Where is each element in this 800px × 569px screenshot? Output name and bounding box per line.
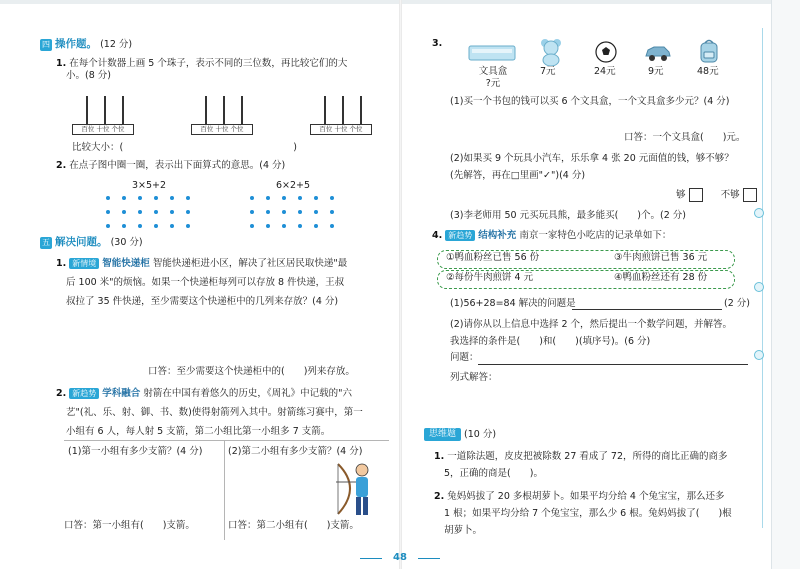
grid-dot (122, 224, 126, 228)
soccer-ball-icon (594, 40, 618, 64)
r-q4-solve: 列式解答： (450, 372, 498, 383)
s5-q2-badge: 新趋势 (69, 388, 99, 399)
grid-dot (330, 196, 334, 200)
section4-title: 操作题。 (55, 38, 98, 50)
r-q3-sub2-line1: (2)如果买 9 个玩具小汽车，乐乐拿 4 张 20 元面值的钱，够不够？ (450, 153, 734, 164)
archer-body (356, 477, 368, 497)
record-cell: ②每份牛肉煎饼 4 元 (446, 272, 534, 283)
abacus-rod (86, 96, 88, 124)
s4-q1-text1: 在每个计数器上画 5 个珠子，表示不同的三位数，再比较它们的大 (69, 58, 348, 69)
grid-dot (154, 224, 158, 228)
enough-choice (676, 188, 757, 202)
r-q4-sub2 (450, 316, 732, 350)
section5-header (40, 236, 143, 249)
page-number: 48 (393, 552, 407, 563)
r-q3-num: 3. (432, 38, 443, 49)
s5-q1-line3: 叔拉了 35 件快递，至少需要这个快递柜中的几列来存放？(4 分) (66, 296, 339, 307)
item-pencil-case (478, 66, 508, 90)
grid-dot (106, 224, 110, 228)
s4-q2-number: 2. (56, 160, 67, 171)
s5-q1-tag: 智能快递柜 (102, 258, 150, 269)
r-q4-sub1-score: (2 分) (724, 298, 750, 309)
grid-dot (250, 196, 254, 200)
s5-q1-line1: 智能快递柜进小区，解决了社区居民取快递"最 (152, 258, 348, 269)
r-q4-question: 问题： (450, 352, 479, 363)
s5-q2-tag: 学科融合 (102, 388, 141, 399)
item-price-ball: 24元 (594, 66, 616, 77)
right-page-edge (771, 0, 800, 569)
grid-dot (250, 210, 254, 214)
grid-dot (138, 196, 142, 200)
not-enough-label: 不够 (720, 189, 740, 201)
answer-line[interactable] (572, 309, 722, 310)
section4-header (40, 38, 132, 51)
thinking-q2-number: 2. (434, 491, 445, 502)
expr-2: 6×2+5 (276, 180, 311, 191)
item-price-bag: 48元 (697, 66, 719, 77)
s5-q2-line3: 小组有 6 人，每人射 5 支箭，第二小组比第一小组多 7 支箭。 (66, 426, 331, 437)
grid-dot (282, 210, 286, 214)
teddy-bear-icon (538, 38, 564, 66)
section5-icon: 五 (42, 237, 50, 247)
thinking-q2-line3: 胡萝卜。 (444, 525, 483, 536)
grid-dot (138, 224, 142, 228)
grid-dot (138, 210, 142, 214)
r-q3-sub2-line2: (先解答，再在□里画"✓")(4 分) (450, 170, 586, 181)
page-fold (399, 0, 402, 569)
compare-label: 比较大小：( (72, 142, 124, 153)
grid-dot (266, 196, 270, 200)
thinking-q1-line2: 5，正确的商是( )。 (444, 468, 543, 479)
grid-dot (314, 196, 318, 200)
record-cell: ①鸭血粉丝已售 56 份 (446, 252, 540, 263)
abacus-rod (205, 96, 207, 124)
toy-car-icon (644, 44, 672, 62)
grid-dot (314, 210, 318, 214)
s5-q1 (56, 254, 391, 311)
grid-dot (170, 196, 174, 200)
abacus-base-3: 百位 十位 个位 (310, 124, 372, 135)
grid-dot (154, 196, 158, 200)
backpack-icon (698, 38, 720, 64)
s4-q1 (56, 58, 386, 82)
abacus-rod (360, 96, 362, 124)
r-q4 (432, 230, 671, 242)
grid-dot (298, 196, 302, 200)
item-price-bear: 7元 (540, 66, 556, 77)
grid-dot (106, 210, 110, 214)
abacus-rod (324, 96, 326, 124)
r-q4-sub2-line1: (2)请你从以上信息中选择 2 个，然后提出一个数学问题，并解答。 (450, 319, 733, 330)
page-number-rule (360, 558, 382, 559)
thinking-header (424, 428, 496, 441)
s5-q1-line2: 后 100 米"的烦恼。如果一个快递柜每列可以存放 8 件快递，王叔 (66, 277, 345, 288)
r-q4-sub1: (1)56+28=84 解决的问题是 (450, 298, 576, 309)
side-marker (754, 282, 764, 292)
archer-leg (363, 497, 368, 515)
grid-dot (266, 210, 270, 214)
s5-q2-line2: 艺"(礼、乐、射、御、书、数)使得射箭列入其中。射箭练习赛中，第一 (66, 407, 363, 418)
r-q3-sub3: (3)李老师用 50 元买玩具熊，最多能买( )个。(2 分) (450, 210, 686, 221)
side-marker (754, 208, 764, 218)
grid-dot (186, 196, 190, 200)
s4-q2 (56, 160, 285, 172)
s5-q2-sub2: (2)第二小组有多少支箭？(4 分) (228, 446, 363, 457)
item-price-car: 9元 (648, 66, 664, 77)
thinking-q2-line1: 兔妈妈拔了 20 多根胡萝卜。如果平均分给 4 个兔宝宝，那么还多 (447, 491, 725, 502)
s4-q1-number: 1. (56, 58, 67, 69)
question-line[interactable] (478, 364, 748, 365)
abacus-rod (122, 96, 124, 124)
page-number-rule (418, 558, 440, 559)
record-cell: ④鸭血粉丝还有 28 份 (614, 272, 708, 283)
item-price: ?元 (485, 78, 501, 89)
grid-dot (266, 224, 270, 228)
s4-q2-text: 在点子图中圈一圈，表示出下面算式的意思。(4 分) (69, 160, 286, 171)
grid-dot (282, 224, 286, 228)
compare-end: ) (293, 142, 297, 153)
record-cell: ③牛肉煎饼已售 36 元 (614, 252, 708, 263)
s4-q1-compare (72, 142, 297, 154)
s5-q2 (56, 384, 391, 441)
section5-title: 解决问题。 (55, 236, 108, 248)
not-enough-checkbox[interactable] (743, 188, 757, 202)
s5-q2-ans2: 口答：第二小组有( )支箭。 (228, 520, 359, 531)
archer-illustration (332, 460, 376, 520)
r-q4-badge: 新趋势 (445, 230, 475, 241)
s5-q2-sub1: (1)第一小组有多少支箭？(4 分) (68, 446, 203, 457)
r-q4-number: 4. (432, 230, 443, 241)
abacus-rod (223, 96, 225, 124)
grid-dot (170, 210, 174, 214)
section4-score: (12 分) (100, 39, 133, 50)
grid-dot (314, 224, 318, 228)
abacus-base-1: 百位 十位 个位 (72, 124, 134, 135)
r-q3-ans1: 口答：一个文具盒( )元。 (624, 132, 746, 143)
enough-checkbox[interactable] (689, 188, 703, 202)
r-q3-sub1: (1)买一个书包的钱可以买 6 个文具盒，一个文具盒多少元？(4 分) (450, 96, 730, 107)
divider (64, 440, 389, 441)
archer-head (356, 464, 368, 476)
s5-q1-number: 1. (56, 258, 67, 269)
abacus-rod (342, 96, 344, 124)
r-q4-text: 南京一家特色小吃店的记录单如下： (519, 230, 672, 241)
expr-1: 3×5+2 (132, 180, 167, 191)
grid-dot (298, 224, 302, 228)
s5-q1-answer: 口答：至少需要这个快递柜中的( )列来存放。 (148, 366, 355, 377)
archer-leg (356, 497, 361, 515)
thinking-badge: 思维题 (424, 428, 461, 441)
s5-q2-line1: 射箭在中国有着悠久的历史，《周礼》中记载的"六 (143, 388, 352, 399)
thinking-q1-line1: 一道除法题，皮皮把被除数 27 看成了 72，所得的商比正确的商多 (447, 451, 728, 462)
grid-dot (122, 196, 126, 200)
thinking-q2 (434, 488, 764, 539)
grid-dot (154, 210, 158, 214)
item-name: 文具盒 (478, 66, 508, 77)
grid-dot (122, 210, 126, 214)
s5-q1-badge: 新情境 (69, 258, 99, 269)
section5-score: (30 分) (110, 237, 143, 248)
grid-dot (250, 224, 254, 228)
grid-dot (330, 210, 334, 214)
abacus-rod (241, 96, 243, 124)
r-q4-sub2-line2: 我选择的条件是( )和( )(填序号)。(6 分) (450, 336, 651, 347)
abacus-rod (104, 96, 106, 124)
grid-dot (282, 196, 286, 200)
abacus-base-2: 百位 十位 个位 (191, 124, 253, 135)
thinking-q1 (434, 448, 764, 482)
r-q3-number (432, 38, 442, 50)
grid-dot (106, 196, 110, 200)
s5-q2-number: 2. (56, 388, 67, 399)
side-marker (754, 350, 764, 360)
thinking-q1-number: 1. (434, 451, 445, 462)
r-q3-sub2 (450, 150, 734, 184)
section4-icon: 四 (42, 39, 50, 49)
grid-dot (170, 224, 174, 228)
grid-dot (186, 224, 190, 228)
bow-shape (338, 464, 350, 514)
grid-dot (330, 224, 334, 228)
divider (224, 440, 225, 540)
pencil-case-icon (468, 42, 518, 64)
s4-q1-text2: 小。(8 分) (66, 69, 111, 81)
thinking-q2-line2: 1 根；如果平均分给 7 个兔宝宝，那么少 6 根。兔妈妈拔了( )根 (444, 508, 732, 519)
thinking-score: (10 分) (464, 429, 497, 440)
grid-dot (298, 210, 302, 214)
grid-dot (186, 210, 190, 214)
s5-q2-ans1: 口答：第一小组有( )支箭。 (64, 520, 195, 531)
enough-label: 够 (676, 189, 686, 201)
r-q4-tag: 结构补充 (478, 230, 517, 241)
